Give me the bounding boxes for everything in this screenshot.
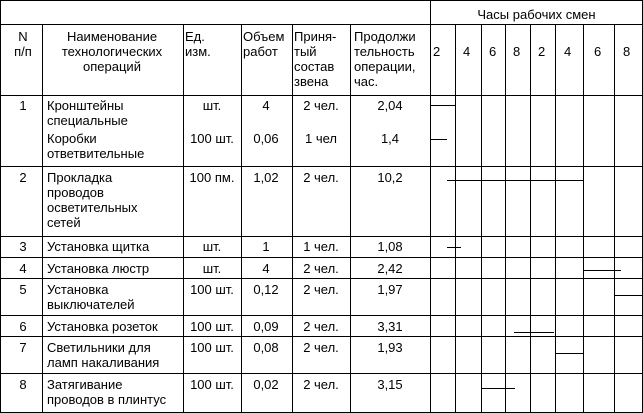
row-num: 6	[19, 319, 27, 334]
grid-line	[614, 24, 615, 413]
row-num: 5	[19, 282, 27, 297]
row-unit: 100 шт.	[190, 131, 234, 146]
header-crew: Приня- тый состав звена	[294, 29, 337, 89]
row-name: Установка розеток	[47, 319, 158, 334]
hour-label: 6	[489, 44, 497, 59]
gantt-bar	[447, 247, 461, 248]
row-unit: шт.	[202, 239, 222, 254]
hour-label: 2	[433, 44, 441, 59]
row-duration: 2,42	[377, 261, 403, 276]
row-duration: 2,04	[377, 98, 403, 113]
grid-line	[455, 24, 456, 413]
grid-line	[0, 278, 643, 279]
row-name: Кронштейны специальные	[47, 98, 128, 128]
gantt-bar	[430, 139, 447, 140]
row-crew: 2 чел.	[303, 319, 339, 334]
grid-line	[530, 24, 531, 413]
grid-line	[430, 24, 643, 25]
grid-line	[0, 95, 643, 96]
header-volume: Объем работ	[243, 29, 285, 59]
row-unit: шт.	[202, 261, 222, 276]
hour-label: 2	[538, 44, 546, 59]
hour-label: 4	[564, 44, 572, 59]
row-duration: 1,97	[377, 282, 403, 297]
row-duration: 3,15	[377, 377, 403, 392]
row-duration: 1,93	[377, 340, 403, 355]
grid-line	[0, 315, 643, 316]
header-name: Наименование технологических операций	[61, 29, 163, 74]
row-crew: 1 чел	[305, 131, 337, 146]
row-name: Установка выключателей	[47, 282, 135, 312]
row-volume: 0,09	[253, 319, 279, 334]
hour-label: 8	[513, 44, 521, 59]
row-num: 7	[19, 340, 27, 355]
row-duration: 10,2	[377, 170, 403, 185]
gantt-bar	[614, 295, 643, 296]
row-volume: 0,02	[253, 377, 279, 392]
hour-label: 8	[623, 44, 631, 59]
gantt-bar	[430, 105, 455, 106]
grid-line	[481, 24, 482, 413]
gantt-bar	[555, 353, 583, 354]
row-name: Светильники для ламп накаливания	[47, 340, 160, 370]
row-volume: 1,02	[253, 170, 279, 185]
grid-line	[0, 0, 1, 413]
row-duration: 1,08	[377, 239, 403, 254]
row-volume: 4	[262, 261, 270, 276]
grid-line	[0, 166, 643, 167]
grid-line	[241, 24, 242, 413]
gantt-bar	[447, 180, 584, 181]
row-unit: 100 шт.	[190, 340, 234, 355]
row-duration: 1,4	[380, 131, 400, 146]
row-unit: 100 шт.	[190, 377, 234, 392]
grid-line	[292, 24, 293, 413]
row-name: Коробки ответвительные	[47, 131, 145, 161]
grid-line	[0, 24, 430, 25]
row-unit: шт.	[202, 98, 222, 113]
grid-line	[0, 373, 643, 374]
row-duration: 3,31	[377, 319, 403, 334]
row-volume: 0,12	[253, 282, 279, 297]
row-volume: 1	[262, 239, 270, 254]
row-crew: 2 чел.	[303, 98, 339, 113]
grid-line	[555, 24, 556, 413]
row-unit: 100 шт.	[190, 319, 234, 334]
grid-line	[183, 24, 184, 413]
row-name: Установка щитка	[47, 239, 150, 254]
shift-hours-title: Часы рабочих смен	[477, 7, 596, 22]
grid-line	[430, 0, 431, 413]
row-name: Прокладка проводов осветительных сетей	[47, 170, 138, 230]
gantt-bar	[514, 332, 554, 333]
grid-line	[0, 236, 643, 237]
row-crew: 2 чел.	[303, 340, 339, 355]
row-num: 8	[19, 377, 27, 392]
row-volume: 4	[262, 98, 270, 113]
row-num: 4	[19, 261, 27, 276]
grid-line	[350, 24, 351, 413]
row-num: 1	[19, 98, 27, 113]
hour-label: 6	[594, 44, 602, 59]
grid-line	[0, 336, 643, 337]
row-crew: 2 чел.	[303, 377, 339, 392]
grid-line	[0, 0, 643, 1]
row-unit: 100 шт.	[190, 282, 234, 297]
gantt-bar	[584, 270, 621, 271]
row-name: Затягивание проводов в плинтус	[47, 377, 167, 407]
header-num: N п/п	[14, 29, 32, 59]
header-duration: Продолжи тельность операции, час.	[354, 29, 416, 89]
row-crew: 2 чел.	[303, 261, 339, 276]
header-unit: Ед. изм.	[185, 29, 211, 59]
row-crew: 1 чел.	[303, 239, 339, 254]
row-name: Установка люстр	[47, 261, 150, 276]
row-num: 3	[19, 239, 27, 254]
row-num: 2	[19, 170, 27, 185]
gantt-bar	[481, 388, 515, 389]
row-volume: 0,08	[253, 340, 279, 355]
row-crew: 2 чел.	[303, 170, 339, 185]
grid-line	[583, 24, 584, 413]
grid-line	[505, 24, 506, 413]
grid-line	[42, 24, 43, 413]
row-unit: 100 пм.	[189, 170, 235, 185]
row-crew: 2 чел.	[303, 282, 339, 297]
row-volume: 0,06	[253, 131, 279, 146]
hour-label: 4	[463, 44, 471, 59]
grid-line	[0, 257, 643, 258]
